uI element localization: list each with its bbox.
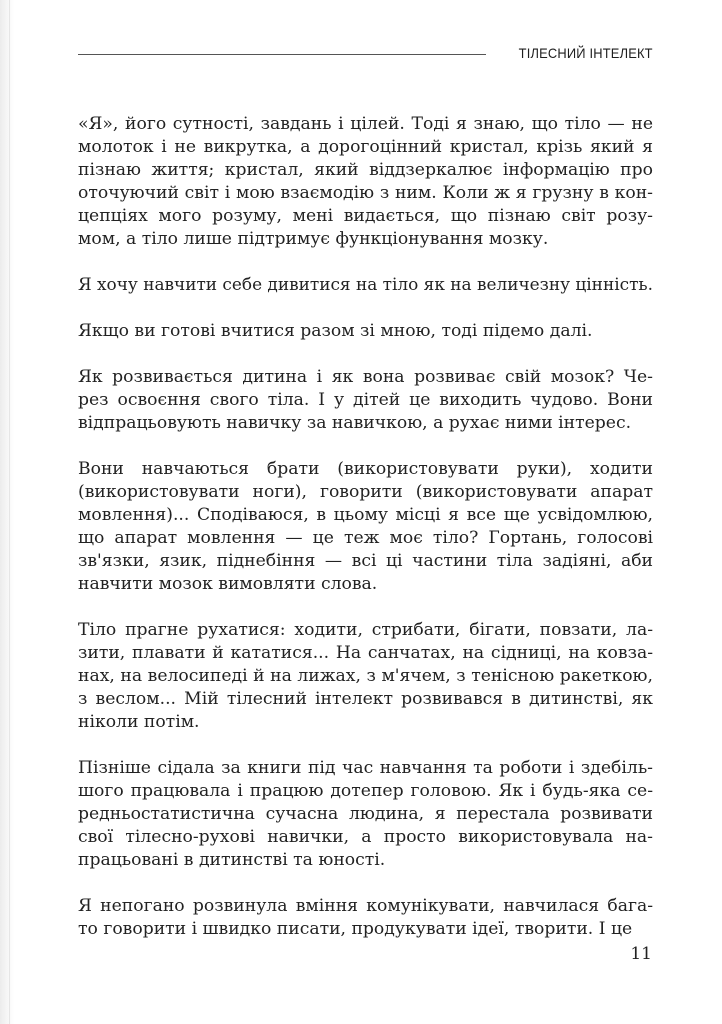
text-line: зити, плавати й кататися... На санчатах, на сідниці, на ковза- [78, 643, 653, 663]
running-header [78, 44, 653, 64]
text-line: зв'язки, язик, піднебіння — всі ці частини тіла задіяні, аби [78, 551, 653, 571]
text-line: Я непогано розвинула вміння комунікувати, навчилася бага- [78, 896, 653, 916]
text-line: ніколи потім. [78, 712, 200, 732]
text-line: (використовувати ноги), говорити (використовувати апарат [78, 482, 653, 502]
paragraph [78, 895, 653, 941]
text-line: то говорити і швидко писати, продукувати ідеї, творити. І це [78, 919, 633, 939]
paragraph [78, 757, 653, 872]
text-line: відпрацьовують навичку за навичкою, а рухає ними інтерес. [78, 413, 632, 433]
text-line: молоток і не викрутка, а дорогоцінний кристал, крізь який я [78, 137, 653, 157]
text-line: працьовані в дитинстві та юності. [78, 850, 386, 870]
text-line: з веслом... Мій тілесний інтелект розвивався в дитинстві, як [78, 689, 653, 709]
text-line: Тіло прагне рухатися: ходити, стрибати, бігати, повзати, ла- [78, 620, 653, 640]
text-line: Пізніше сідала за книги під час навчання та роботи і здебіль- [78, 758, 653, 778]
page-binding-shadow [0, 0, 14, 1024]
text-line: «Я», його сутності, завдань і цілей. Тоді я знаю, що тіло — не [78, 114, 653, 134]
text-line: цепціях мого розуму, мені видається, що пізнаю світ розу- [78, 206, 653, 226]
text-line: редньостатистична сучасна людина, я перестала розвивати [78, 804, 653, 824]
text-line: Якщо ви готові вчитися разом зі мною, тоді підемо далі. [78, 321, 593, 341]
text-line: мом, а тіло лише підтримує функціонування мозку. [78, 229, 549, 249]
text-line: Вони навчаються брати (використовувати руки), ходити [78, 459, 653, 479]
text-line: свої тілесно-рухові навички, а просто використовувала на- [78, 827, 653, 847]
paragraph [78, 458, 653, 596]
page-binding-edge [9, 0, 10, 1024]
text-line: що апарат мовлення — це теж моє тіло? Гортань, голосові [78, 528, 653, 548]
text-line: оточуючий світ і мою взаємодію з ним. Коли ж я грузну в кон- [78, 183, 653, 203]
text-line: шого працювала і працюю дотепер головою. Як і будь-яка се- [78, 781, 653, 801]
text-line: рез освоєння свого тіла. І у дітей це виходить чудово. Вони [78, 390, 653, 410]
running-header-title: ТІЛЕСНИЙ ІНТЕЛЕКТ [518, 45, 653, 61]
paragraph [78, 619, 653, 734]
text-line: Як розвивається дитина і як вона розвиває свій мозок? Че- [78, 367, 653, 387]
text-line: Я хочу навчити себе дивитися на тіло як на величезну цінність. [78, 275, 653, 295]
paragraph [78, 366, 653, 435]
page-body-text [78, 113, 653, 964]
paragraph [78, 113, 653, 251]
paragraph [78, 320, 653, 343]
page-number: 11 [630, 944, 652, 964]
text-line: навчити мозок вимовляти слова. [78, 574, 378, 594]
text-line: мовлення)... Сподіваюся, в цьому місці я все ще усвідомлюю, [78, 505, 653, 525]
paragraph [78, 274, 653, 297]
text-line: пізнаю життя; кристал, який віддзеркалює інформацію про [78, 160, 653, 180]
text-line: нах, на велосипеді й на лижах, з м'ячем, з тенісною ракеткою, [78, 666, 653, 686]
header-rule [78, 54, 486, 55]
